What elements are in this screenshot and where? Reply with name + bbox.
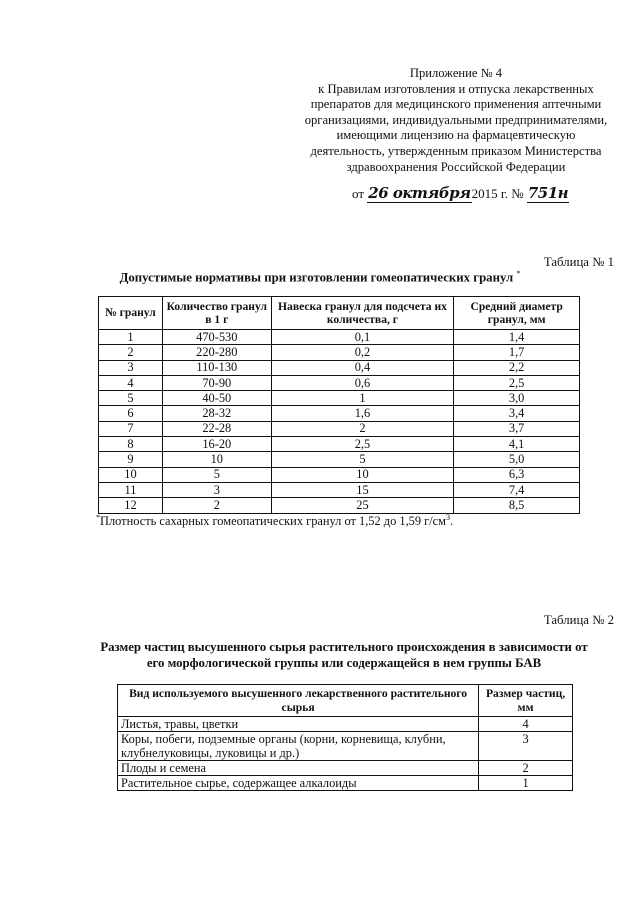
sample-weight-cell: 0,6 [271, 375, 454, 390]
table-row [118, 732, 573, 761]
appendix-line: имеющими лицензию на фармацевтическую [336, 128, 576, 143]
raw-material-type-cell: Коры, побеги, подземные органы (корни, корневища, клубни, клубнелуковицы, луковицы и др.) [118, 732, 479, 761]
table1-title [0, 266, 640, 286]
table-row [118, 776, 573, 791]
table-row [99, 406, 580, 421]
order-year: 2015 г. № [471, 186, 524, 201]
sample-weight-cell: 2,5 [271, 437, 454, 452]
particle-size-cell: 4 [479, 717, 573, 732]
granule-number-cell: 8 [99, 437, 163, 452]
granule-number-cell: 2 [99, 345, 163, 360]
raw-material-type-cell: Листья, травы, цветки [118, 717, 479, 732]
footnote-mark: * [96, 513, 100, 522]
mean-diameter-cell: 3,7 [454, 421, 580, 436]
particle-size-cell: 2 [479, 761, 573, 776]
column-header: Навеска гранул для подсчета их количества, г [271, 297, 454, 330]
footnote-text: Плотность сахарных гомеопатических гранул от 1,52 до 1,59 г/см [100, 514, 447, 529]
table1-label: Таблица № 1 [543, 255, 614, 269]
sample-weight-cell: 10 [271, 467, 454, 482]
particle-size-cell: 3 [479, 732, 573, 761]
appendix-title: Приложение № 4 [409, 66, 503, 80]
column-header: Средний диаметр гранул, мм [454, 297, 580, 330]
table-row [118, 761, 573, 776]
table-row [99, 330, 580, 345]
mean-diameter-cell: 5,0 [454, 452, 580, 467]
column-header: Количество гранул в 1 г [162, 297, 271, 330]
mean-diameter-cell: 2,5 [454, 375, 580, 390]
table-row [99, 482, 580, 497]
footnote-end: . [450, 514, 454, 529]
appendix-line: здравоохранения Российской Федерации [346, 159, 566, 174]
mean-diameter-cell: 7,4 [454, 482, 580, 497]
table1-footnote [96, 513, 453, 529]
mean-diameter-cell: 1,4 [454, 330, 580, 345]
column-header: Вид используемого высушенного лекарственного растительного сырья [118, 685, 479, 717]
granules-per-gram-cell: 470-530 [162, 330, 271, 345]
granules-per-gram-cell: 5 [162, 467, 271, 482]
handwritten-order-date: 26 октября [368, 184, 471, 202]
table-header-row [118, 685, 573, 717]
order-prefix: от [352, 186, 365, 201]
granule-number-cell: 6 [99, 406, 163, 421]
table2-title: Размер частиц высушенного сырья растительного происхождения в зависимости от его морфологической группы или содержащейся в нем группы БАВ [100, 640, 588, 670]
mean-diameter-cell: 8,5 [454, 498, 580, 513]
particle-size-table [117, 684, 573, 791]
raw-material-type-cell: Плоды и семена [118, 761, 479, 776]
table-row [118, 717, 573, 732]
mean-diameter-cell: 2,2 [454, 360, 580, 375]
sample-weight-cell: 2 [271, 421, 454, 436]
granules-per-gram-cell: 10 [162, 452, 271, 467]
granules-per-gram-cell: 70-90 [162, 375, 271, 390]
granule-number-cell: 10 [99, 467, 163, 482]
granule-number-cell: 11 [99, 482, 163, 497]
mean-diameter-cell: 6,3 [454, 467, 580, 482]
mean-diameter-cell: 4,1 [454, 437, 580, 452]
appendix-line: организациями, индивидуальными предпринимателями, [304, 112, 608, 127]
sample-weight-cell: 15 [271, 482, 454, 497]
mean-diameter-cell: 3,4 [454, 406, 580, 421]
mean-diameter-cell: 3,0 [454, 391, 580, 406]
particle-size-cell: 1 [479, 776, 573, 791]
order-reference [352, 184, 569, 202]
granules-per-gram-cell: 2 [162, 498, 271, 513]
granule-norms-table [98, 296, 580, 514]
sample-weight-cell: 0,4 [271, 360, 454, 375]
sample-weight-cell: 0,1 [271, 330, 454, 345]
granule-number-cell: 9 [99, 452, 163, 467]
table1-title-text: Допустимые нормативы при изготовлении гомеопатических гранул [119, 270, 514, 285]
table-row [99, 375, 580, 390]
sample-weight-cell: 25 [271, 498, 454, 513]
table1-title-mark: * [516, 269, 521, 278]
table2-label: Таблица № 2 [543, 613, 614, 627]
column-header: Размер частиц, мм [479, 685, 573, 717]
mean-diameter-cell: 1,7 [454, 345, 580, 360]
sample-weight-cell: 1 [271, 391, 454, 406]
granule-number-cell: 12 [99, 498, 163, 513]
granule-number-cell: 5 [99, 391, 163, 406]
table-row [99, 360, 580, 375]
granules-per-gram-cell: 3 [162, 482, 271, 497]
granules-per-gram-cell: 28-32 [162, 406, 271, 421]
granules-per-gram-cell: 16-20 [162, 437, 271, 452]
appendix-line: деятельность, утвержденным приказом Министерства [310, 143, 602, 158]
raw-material-type-cell: Растительное сырье, содержащее алкалоиды [118, 776, 479, 791]
table-header-row [99, 297, 580, 330]
table-row [99, 437, 580, 452]
handwritten-order-number: 751н [527, 184, 569, 202]
footnote-superscript: 3 [446, 513, 451, 522]
granules-per-gram-cell: 220-280 [162, 345, 271, 360]
column-header: № гранул [99, 297, 163, 330]
granule-number-cell: 4 [99, 375, 163, 390]
granules-per-gram-cell: 110-130 [162, 360, 271, 375]
granules-per-gram-cell: 40-50 [162, 391, 271, 406]
granules-per-gram-cell: 22-28 [162, 421, 271, 436]
granule-number-cell: 3 [99, 360, 163, 375]
table-row [99, 421, 580, 436]
appendix-line: к Правилам изготовления и отпуска лекарственных [318, 81, 594, 96]
table-row [99, 391, 580, 406]
appendix-header [296, 66, 616, 175]
sample-weight-cell: 5 [271, 452, 454, 467]
sample-weight-cell: 0,2 [271, 345, 454, 360]
table-row [99, 452, 580, 467]
table-row [99, 345, 580, 360]
sample-weight-cell: 1,6 [271, 406, 454, 421]
table-row [99, 498, 580, 513]
granule-number-cell: 1 [99, 330, 163, 345]
appendix-line: препаратов для медицинского применения аптечными [310, 97, 602, 112]
table-row [99, 467, 580, 482]
granule-number-cell: 7 [99, 421, 163, 436]
